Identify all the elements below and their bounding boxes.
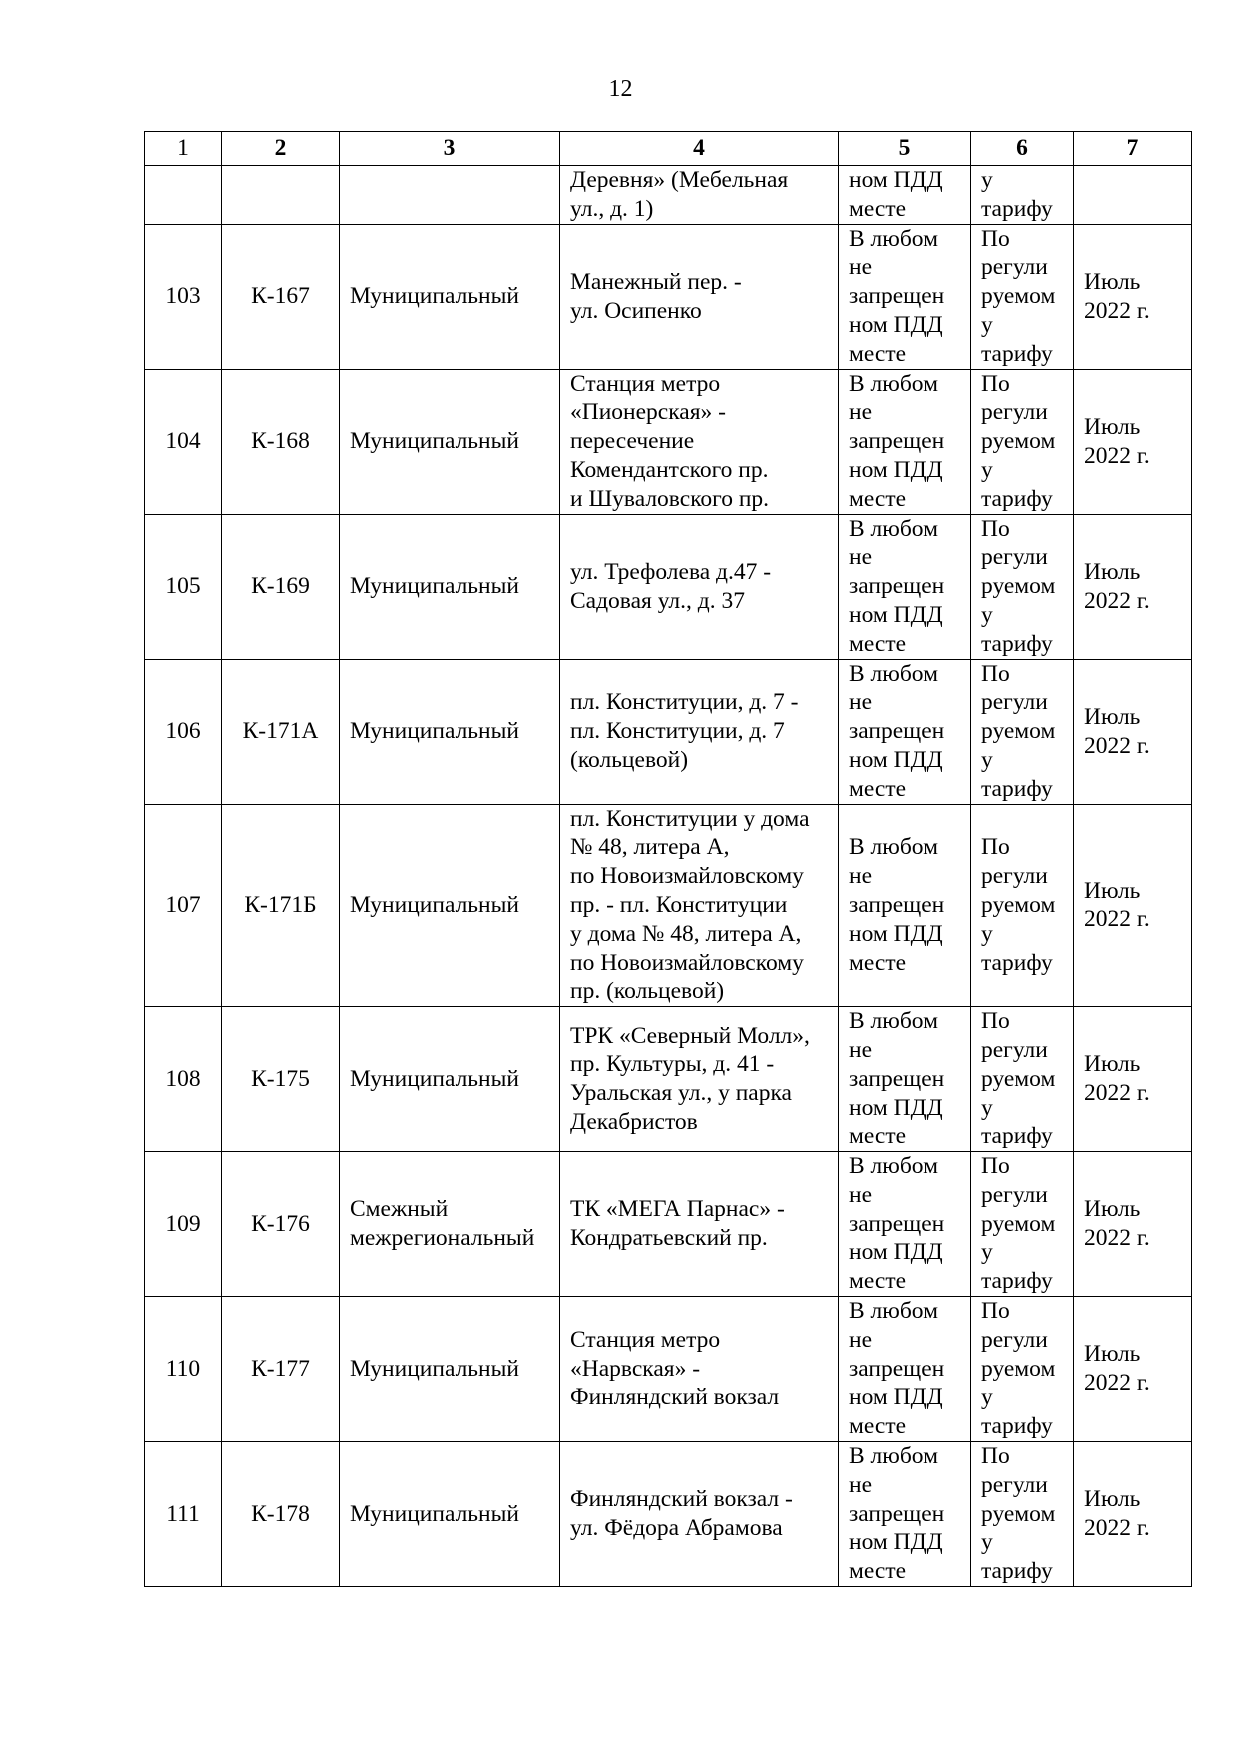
type-line: Муниципальный bbox=[350, 1500, 519, 1527]
stop-line: не bbox=[849, 1036, 873, 1063]
stop-line: ном ПДД bbox=[849, 920, 943, 947]
address-line: пр. (кольцевой) bbox=[570, 978, 725, 1005]
tariff-line: у bbox=[981, 1094, 993, 1121]
address-line: ул. Осипенко bbox=[570, 297, 702, 324]
address-line: ТРК «Северный Молл», bbox=[570, 1022, 810, 1049]
cell-tariff bbox=[971, 1442, 1074, 1587]
stop-line: месте bbox=[849, 1123, 907, 1150]
cell-date bbox=[1074, 1297, 1192, 1442]
cell-address bbox=[560, 804, 839, 1007]
cell-code: К-171А bbox=[222, 659, 340, 804]
type-line: Смежный bbox=[350, 1196, 449, 1223]
type-line: Муниципальный bbox=[350, 573, 519, 600]
tariff-line: регули bbox=[981, 1326, 1048, 1353]
tariff-line: тарифу bbox=[981, 485, 1053, 512]
cell-code: К-175 bbox=[222, 1007, 340, 1152]
cell-address bbox=[560, 1152, 839, 1297]
stop-line: месте bbox=[849, 195, 907, 222]
cell-type bbox=[340, 166, 560, 225]
tariff-line: По bbox=[981, 1443, 1010, 1470]
date-line: Июль bbox=[1084, 1486, 1141, 1513]
cell-date bbox=[1074, 369, 1192, 514]
address-line: Финляндский вокзал bbox=[570, 1384, 780, 1411]
cell-code: К-178 bbox=[222, 1442, 340, 1587]
address-line: пл. Конституции у дома bbox=[570, 805, 810, 832]
stop-line: запрещен bbox=[849, 718, 945, 745]
cell-num: 105 bbox=[145, 514, 222, 659]
column-header-2: 2 bbox=[222, 132, 340, 166]
table-row bbox=[145, 1007, 1192, 1152]
tariff-line: тарифу bbox=[981, 1268, 1053, 1295]
tariff-line: тарифу bbox=[981, 775, 1053, 802]
column-header-6: 6 bbox=[971, 132, 1074, 166]
column-header-1: 1 bbox=[145, 132, 222, 166]
date-line: Июль bbox=[1084, 703, 1141, 730]
address-line: (кольцевой) bbox=[570, 746, 689, 773]
stop-line: В любом bbox=[849, 1443, 938, 1470]
date-line: 2022 г. bbox=[1084, 1370, 1150, 1397]
address-line: Финляндский вокзал - bbox=[570, 1486, 793, 1513]
address-line: Деревня» (Мебельная bbox=[570, 167, 789, 193]
address-line: пересечение bbox=[570, 428, 695, 455]
cell-num bbox=[145, 166, 222, 225]
tariff-line: руемом bbox=[981, 428, 1056, 455]
stop-line: запрещен bbox=[849, 1355, 945, 1382]
tariff-line: По bbox=[981, 1153, 1010, 1180]
tariff-line: По bbox=[981, 225, 1010, 252]
tariff-line: руемом bbox=[981, 1355, 1056, 1382]
stop-line: месте bbox=[849, 1413, 907, 1440]
address-line: пл. Конституции, д. 7 - bbox=[570, 689, 799, 716]
stop-line: В любом bbox=[849, 515, 938, 542]
tariff-line: руемом bbox=[981, 573, 1056, 600]
tariff-line: у bbox=[981, 456, 993, 483]
stop-line: месте bbox=[849, 1558, 907, 1585]
column-header-7: 7 bbox=[1074, 132, 1192, 166]
cell-type bbox=[340, 659, 560, 804]
tariff-line: По bbox=[981, 515, 1010, 542]
type-line: Муниципальный bbox=[350, 283, 519, 310]
cell-num: 108 bbox=[145, 1007, 222, 1152]
date-line: Июль bbox=[1084, 558, 1141, 585]
type-line: Муниципальный bbox=[350, 1065, 519, 1092]
tariff-line: тарифу bbox=[981, 1413, 1053, 1440]
header-row bbox=[145, 132, 1192, 166]
cell-code: К-169 bbox=[222, 514, 340, 659]
tariff-line: руемом bbox=[981, 1500, 1056, 1527]
date-line: 2022 г. bbox=[1084, 1515, 1150, 1542]
stop-line: В любом bbox=[849, 1008, 938, 1035]
cell-num: 103 bbox=[145, 224, 222, 369]
continuation-row bbox=[145, 166, 1192, 225]
stop-line: В любом bbox=[849, 660, 938, 687]
tariff-line: По bbox=[981, 660, 1010, 687]
date-line: Июль bbox=[1084, 1196, 1141, 1223]
tariff-line: тарифу bbox=[981, 1558, 1053, 1585]
date-line: Июль bbox=[1084, 413, 1141, 440]
stop-line: не bbox=[849, 1181, 873, 1208]
cell-stop bbox=[839, 1007, 971, 1152]
tariff-line: регули bbox=[981, 254, 1048, 281]
stop-line: месте bbox=[849, 485, 907, 512]
date-line: 2022 г. bbox=[1084, 297, 1150, 324]
stop-line: запрещен bbox=[849, 573, 945, 600]
cell-stop bbox=[839, 1152, 971, 1297]
cell-date bbox=[1074, 166, 1192, 225]
tariff-line: тарифу bbox=[981, 630, 1053, 657]
cell-type bbox=[340, 369, 560, 514]
cell-tariff bbox=[971, 369, 1074, 514]
cell-date bbox=[1074, 1007, 1192, 1152]
cell-num: 106 bbox=[145, 659, 222, 804]
stop-line: ном ПДД bbox=[849, 601, 943, 628]
cell-stop bbox=[839, 1297, 971, 1442]
stop-line: ном ПДД bbox=[849, 311, 943, 338]
date-line: 2022 г. bbox=[1084, 1080, 1150, 1107]
table-row bbox=[145, 369, 1192, 514]
address-line: Уральская ул., у парка bbox=[570, 1080, 792, 1107]
tariff-line: тарифу bbox=[981, 195, 1053, 222]
tariff-line: регули bbox=[981, 399, 1048, 426]
address-line: Декабристов bbox=[570, 1108, 698, 1135]
tariff-line: у bbox=[981, 746, 993, 773]
stop-line: ном ПДД bbox=[849, 456, 943, 483]
stop-line: ном ПДД bbox=[849, 1239, 943, 1266]
cell-code: К-176 bbox=[222, 1152, 340, 1297]
tariff-line: тарифу bbox=[981, 1123, 1053, 1150]
stop-line: не bbox=[849, 254, 873, 281]
cell-type bbox=[340, 224, 560, 369]
column-header-3: 3 bbox=[340, 132, 560, 166]
stop-line: ном ПДД bbox=[849, 1094, 943, 1121]
address-line: Садовая ул., д. 37 bbox=[570, 587, 745, 614]
cell-tariff bbox=[971, 1152, 1074, 1297]
table-row bbox=[145, 804, 1192, 1007]
stop-line: ном ПДД bbox=[849, 1529, 943, 1556]
stop-line: месте bbox=[849, 775, 907, 802]
tariff-line: у bbox=[981, 1384, 993, 1411]
cell-stop bbox=[839, 1442, 971, 1587]
tariff-line: у bbox=[981, 601, 993, 628]
tariff-line: у bbox=[981, 167, 993, 193]
page-number: 12 bbox=[608, 76, 633, 102]
type-line: Муниципальный bbox=[350, 718, 519, 745]
tariff-line: у bbox=[981, 920, 993, 947]
cell-code: К-177 bbox=[222, 1297, 340, 1442]
stop-line: запрещен bbox=[849, 891, 945, 918]
cell-type bbox=[340, 514, 560, 659]
tariff-line: По bbox=[981, 834, 1010, 861]
cell-stop bbox=[839, 514, 971, 659]
tariff-line: у bbox=[981, 311, 993, 338]
stop-line: не bbox=[849, 544, 873, 571]
cell-type bbox=[340, 1297, 560, 1442]
address-line: пр. Культуры, д. 41 - bbox=[570, 1051, 775, 1078]
stop-line: месте bbox=[849, 1268, 907, 1295]
stop-line: месте bbox=[849, 340, 907, 367]
cell-type bbox=[340, 1007, 560, 1152]
cell-code bbox=[222, 166, 340, 225]
cell-stop bbox=[839, 224, 971, 369]
address-line: ТК «МЕГА Парнас» - bbox=[570, 1196, 785, 1223]
date-line: Июль bbox=[1084, 268, 1141, 295]
routes-table bbox=[144, 131, 1192, 1587]
stop-line: не bbox=[849, 863, 873, 890]
address-line: по Новоизмайловскому bbox=[570, 949, 804, 976]
stop-line: В любом bbox=[849, 370, 938, 397]
tariff-line: регули bbox=[981, 1181, 1048, 1208]
cell-address bbox=[560, 369, 839, 514]
cell-tariff bbox=[971, 224, 1074, 369]
stop-line: В любом bbox=[849, 225, 938, 252]
stop-line: месте bbox=[849, 630, 907, 657]
cell-tariff bbox=[971, 659, 1074, 804]
stop-line: ном ПДД bbox=[849, 746, 943, 773]
tariff-line: руемом bbox=[981, 1065, 1056, 1092]
address-line: № 48, литера А, bbox=[570, 834, 730, 861]
table-row bbox=[145, 514, 1192, 659]
cell-address bbox=[560, 166, 839, 225]
table-row bbox=[145, 1442, 1192, 1587]
cell-type bbox=[340, 804, 560, 1007]
stop-line: запрещен bbox=[849, 283, 945, 310]
tariff-line: тарифу bbox=[981, 949, 1053, 976]
date-line: Июль bbox=[1084, 1341, 1141, 1368]
cell-num: 107 bbox=[145, 804, 222, 1007]
date-line: Июль bbox=[1084, 877, 1141, 904]
tariff-line: руемом bbox=[981, 283, 1056, 310]
tariff-line: у bbox=[981, 1239, 993, 1266]
cell-tariff bbox=[971, 1297, 1074, 1442]
stop-line: месте bbox=[849, 949, 907, 976]
cell-address bbox=[560, 224, 839, 369]
stop-line: В любом bbox=[849, 834, 938, 861]
address-line: «Пионерская» - bbox=[570, 399, 726, 426]
stop-line: не bbox=[849, 1471, 873, 1498]
address-line: пл. Конституции, д. 7 bbox=[570, 718, 785, 745]
table-row bbox=[145, 1297, 1192, 1442]
address-line: Комендантского пр. bbox=[570, 456, 769, 483]
tariff-line: регули bbox=[981, 544, 1048, 571]
date-line: 2022 г. bbox=[1084, 732, 1150, 759]
cell-stop bbox=[839, 166, 971, 225]
table-row bbox=[145, 659, 1192, 804]
address-line: ул. Фёдора Абрамова bbox=[570, 1515, 783, 1542]
type-line: Муниципальный bbox=[350, 1355, 519, 1382]
cell-date bbox=[1074, 804, 1192, 1007]
cell-num: 111 bbox=[145, 1442, 222, 1587]
column-header-4: 4 bbox=[560, 132, 839, 166]
cell-type bbox=[340, 1152, 560, 1297]
cell-address bbox=[560, 514, 839, 659]
address-line: по Новоизмайловскому bbox=[570, 863, 804, 890]
stop-line: ном ПДД bbox=[849, 167, 943, 193]
stop-line: запрещен bbox=[849, 1065, 945, 1092]
date-line: 2022 г. bbox=[1084, 587, 1150, 614]
stop-line: В любом bbox=[849, 1153, 938, 1180]
stop-line: запрещен bbox=[849, 1210, 945, 1237]
date-line: 2022 г. bbox=[1084, 442, 1150, 469]
type-line: Муниципальный bbox=[350, 891, 519, 918]
address-line: ул., д. 1) bbox=[570, 195, 654, 222]
date-line: 2022 г. bbox=[1084, 906, 1150, 933]
stop-line: не bbox=[849, 1326, 873, 1353]
cell-type bbox=[340, 1442, 560, 1587]
cell-stop bbox=[839, 659, 971, 804]
cell-date bbox=[1074, 224, 1192, 369]
cell-tariff bbox=[971, 804, 1074, 1007]
stop-line: запрещен bbox=[849, 1500, 945, 1527]
address-line: Станция метро bbox=[570, 1326, 721, 1353]
cell-date bbox=[1074, 514, 1192, 659]
tariff-line: По bbox=[981, 370, 1010, 397]
tariff-line: По bbox=[981, 1298, 1010, 1325]
cell-address bbox=[560, 1297, 839, 1442]
tariff-line: По bbox=[981, 1008, 1010, 1035]
cell-tariff bbox=[971, 166, 1074, 225]
tariff-line: руемом bbox=[981, 1210, 1056, 1237]
address-line: «Нарвская» - bbox=[570, 1355, 701, 1382]
cell-date bbox=[1074, 1442, 1192, 1587]
stop-line: ном ПДД bbox=[849, 1384, 943, 1411]
cell-date bbox=[1074, 1152, 1192, 1297]
cell-num: 110 bbox=[145, 1297, 222, 1442]
tariff-line: тарифу bbox=[981, 340, 1053, 367]
tariff-line: руемом bbox=[981, 718, 1056, 745]
stop-line: не bbox=[849, 399, 873, 426]
stop-line: В любом bbox=[849, 1298, 938, 1325]
address-line: Манежный пер. - bbox=[570, 268, 742, 295]
tariff-line: регули bbox=[981, 1036, 1048, 1063]
cell-code: К-171Б bbox=[222, 804, 340, 1007]
tariff-line: регули bbox=[981, 863, 1048, 890]
cell-address bbox=[560, 659, 839, 804]
cell-address bbox=[560, 1007, 839, 1152]
table-row bbox=[145, 224, 1192, 369]
address-line: ул. Трефолева д.47 - bbox=[570, 558, 772, 585]
date-line: 2022 г. bbox=[1084, 1225, 1150, 1252]
stop-line: не bbox=[849, 689, 873, 716]
address-line: и Шуваловского пр. bbox=[570, 485, 770, 512]
type-line: межрегиональный bbox=[350, 1225, 535, 1252]
cell-num: 109 bbox=[145, 1152, 222, 1297]
cell-stop bbox=[839, 369, 971, 514]
date-line: Июль bbox=[1084, 1051, 1141, 1078]
cell-code: К-167 bbox=[222, 224, 340, 369]
cell-code: К-168 bbox=[222, 369, 340, 514]
cell-stop bbox=[839, 804, 971, 1007]
cell-tariff bbox=[971, 1007, 1074, 1152]
address-line: у дома № 48, литера А, bbox=[570, 920, 802, 947]
cell-address bbox=[560, 1442, 839, 1587]
address-line: Станция метро bbox=[570, 370, 721, 397]
column-header-5: 5 bbox=[839, 132, 971, 166]
tariff-line: руемом bbox=[981, 891, 1056, 918]
tariff-line: у bbox=[981, 1529, 993, 1556]
table-row bbox=[145, 1152, 1192, 1297]
type-line: Муниципальный bbox=[350, 428, 519, 455]
cell-num: 104 bbox=[145, 369, 222, 514]
address-line: пр. - пл. Конституции bbox=[570, 891, 788, 918]
tariff-line: регули bbox=[981, 689, 1048, 716]
cell-date bbox=[1074, 659, 1192, 804]
stop-line: запрещен bbox=[849, 428, 945, 455]
cell-tariff bbox=[971, 514, 1074, 659]
address-line: Кондратьевский пр. bbox=[570, 1225, 768, 1252]
tariff-line: регули bbox=[981, 1471, 1048, 1498]
